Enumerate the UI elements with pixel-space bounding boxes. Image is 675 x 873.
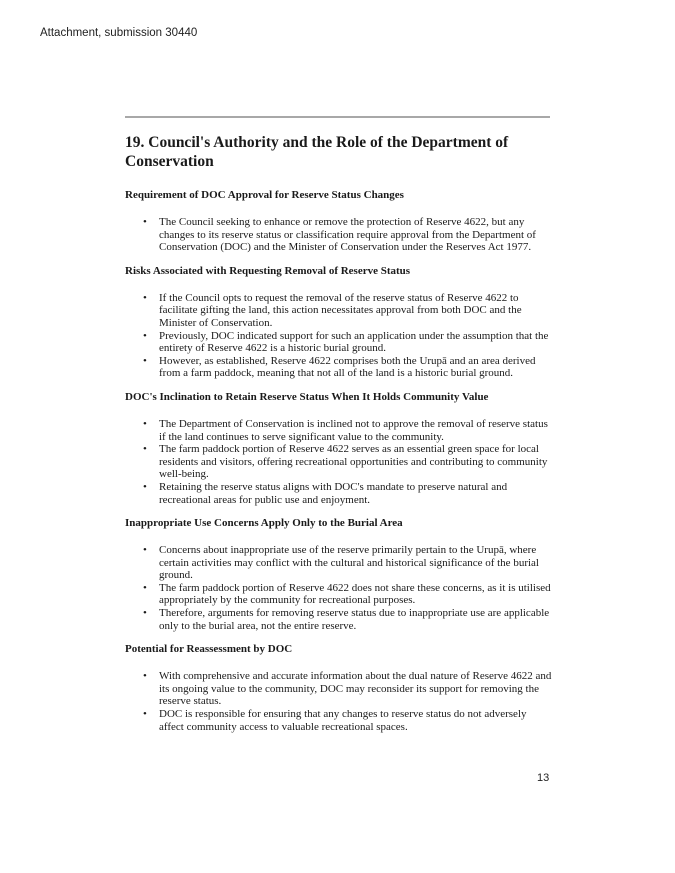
subheading: Risks Associated with Requesting Removal of Reserve Status (125, 264, 411, 277)
bullet-list (125, 292, 553, 380)
section-removal-risks (125, 264, 553, 380)
bullet-icon: • (143, 417, 147, 430)
subheading: Potential for Reassessment by DOC (125, 643, 293, 656)
bullet-icon: • (143, 544, 147, 557)
list-item: • The Department of Conservation is inclined not to approve the removal of reserve status if the land continues to serve significant value to the community. (143, 417, 548, 443)
list-item: • The farm paddock portion of Reserve 4622 does not share these concerns, as it is utilised appropriately by the community for recreational purposes. (143, 581, 551, 607)
section-doc-approval (125, 188, 553, 254)
list-item: • The Council seeking to enhance or remove the protection of Reserve 4622, but any changes to its reserve status or classification require approval from the Department of Conservation (DOC) and the Minister of Conservation under the Reserves Act 1977. (143, 216, 536, 254)
bullet-icon: • (143, 329, 147, 342)
attachment-header: Attachment, submission 30440 (40, 27, 198, 39)
section-title: 19. Council's Authority and the Role of the Department of Conservation (125, 134, 509, 170)
list-item: • Concerns about inappropriate use of the reserve primarily pertain to the Urupā, where certain activities may conflict with the cultural and historical significance of the burial ground. (143, 544, 539, 582)
bullet-icon: • (143, 670, 147, 683)
bullet-icon: • (143, 354, 147, 367)
bullet-icon: • (143, 581, 147, 594)
list-item: • With comprehensive and accurate information about the dual nature of Reserve 4622 and its ongoing value to the community, DOC may reconsider its support for removing the reserve status. (143, 670, 552, 708)
page-number: 13 (537, 772, 550, 784)
subheading: Requirement of DOC Approval for Reserve Status Changes (125, 189, 404, 201)
horizontal-rule (125, 116, 550, 118)
bullet-icon: • (143, 708, 147, 721)
list-item: • Previously, DOC indicated support for such an application under the assumption that the entirety of Reserve 4622 is a historic burial ground. (143, 329, 549, 355)
document-body (125, 133, 553, 743)
bullet-icon: • (143, 291, 147, 304)
bullet-icon: • (143, 480, 147, 493)
bullet-list (125, 670, 553, 733)
list-item: • However, as established, Reserve 4622 comprises both the Urupā and an area derived from a farm paddock, meaning that not all of the land is a historic burial ground. (143, 354, 536, 380)
bullet-list (125, 418, 553, 506)
bullet-icon: • (143, 216, 147, 228)
list-item: • The farm paddock portion of Reserve 4622 serves as an essential green space for local residents and visitors, offering recreational opportunities and contributing to community well-being. (143, 443, 548, 481)
list-item: • If the Council opts to request the removal of the reserve status of Reserve 4622 to facilitate gifting the land, this action necessitates approval from both DOC and the Minister of Conservation. (143, 291, 522, 329)
bullet-icon: • (143, 607, 147, 620)
bullet-list (125, 544, 553, 632)
list-item: • Therefore, arguments for removing reserve status due to inappropriate use are applicable only to the burial area, not the entire reserve. (143, 607, 550, 632)
subheading: DOC's Inclination to Retain Reserve Status When It Holds Community Value (125, 390, 489, 403)
section-inappropriate-use (125, 516, 553, 632)
bullet-icon: • (143, 443, 147, 456)
section-community-value (125, 390, 553, 506)
bullet-list (125, 216, 553, 254)
section-reassessment (125, 642, 553, 733)
subheading: Inappropriate Use Concerns Apply Only to the Burial Area (125, 517, 403, 530)
list-item: • DOC is responsible for ensuring that any changes to reserve status do not adversely affect community access to valuable recreational spaces. (143, 708, 527, 733)
list-item: • Retaining the reserve status aligns with DOC's mandate to preserve natural and recreational areas for public use and enjoyment. (143, 480, 508, 506)
